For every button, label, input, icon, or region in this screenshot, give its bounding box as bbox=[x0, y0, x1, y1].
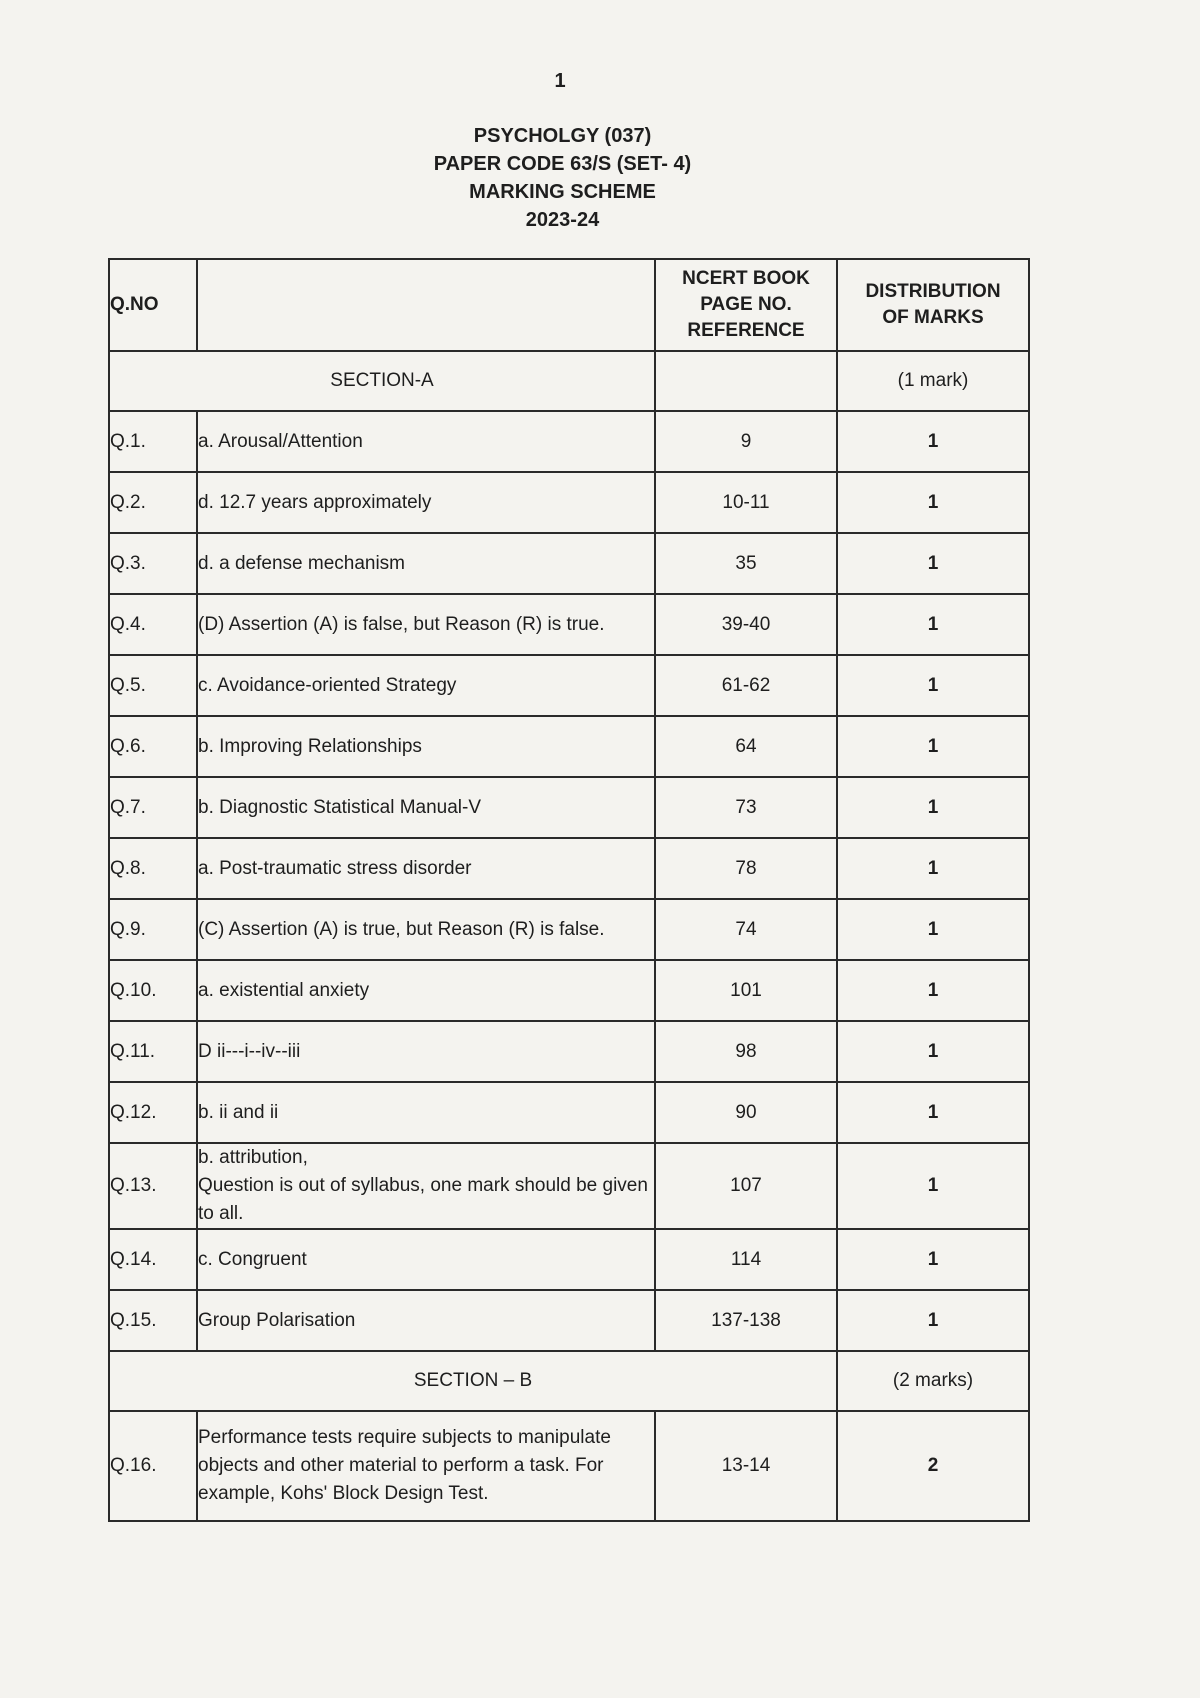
table-row bbox=[109, 1021, 1029, 1082]
marks-value: 1 bbox=[837, 960, 1029, 1021]
section-a-spacer bbox=[655, 351, 837, 411]
page-reference: 78 bbox=[655, 838, 837, 899]
section-b-marks: (2 marks) bbox=[837, 1351, 1029, 1411]
reference-header-line: PAGE NO. bbox=[700, 294, 792, 315]
table-row bbox=[109, 838, 1029, 899]
table-row bbox=[109, 1411, 1029, 1521]
question-number: Q.8. bbox=[109, 838, 197, 899]
section-a-title: SECTION-A bbox=[109, 351, 655, 411]
marks-value: 1 bbox=[837, 1021, 1029, 1082]
marks-value: 1 bbox=[837, 533, 1029, 594]
section-b-title: SECTION – B bbox=[109, 1351, 837, 1411]
question-number: Q.7. bbox=[109, 777, 197, 838]
session-year: 2023-24 bbox=[525, 209, 600, 231]
answer-text: c. Congruent bbox=[197, 1229, 655, 1290]
page-reference: 90 bbox=[655, 1082, 837, 1143]
column-header-reference bbox=[655, 259, 837, 351]
answer-text: (D) Assertion (A) is false, but Reason (R) is true. bbox=[197, 594, 655, 655]
section-b-row bbox=[109, 1351, 1029, 1411]
question-number: Q.4. bbox=[109, 594, 197, 655]
marks-value: 1 bbox=[837, 1143, 1029, 1229]
marks-value: 2 bbox=[837, 1411, 1029, 1521]
page-reference: 61-62 bbox=[655, 655, 837, 716]
answer-text: b. Diagnostic Statistical Manual-V bbox=[197, 777, 655, 838]
question-number: Q.13. bbox=[109, 1143, 197, 1229]
paper-code: PAPER CODE 63/S (SET- 4) bbox=[433, 153, 692, 175]
table-row bbox=[109, 960, 1029, 1021]
table-row bbox=[109, 1082, 1029, 1143]
question-number: Q.3. bbox=[109, 533, 197, 594]
answer-note: Question is out of syllabus, one mark should be given to all. bbox=[198, 1175, 648, 1224]
answer-text: b. ii and ii bbox=[197, 1082, 655, 1143]
marks-header-line: OF MARKS bbox=[882, 307, 984, 328]
marks-value: 1 bbox=[837, 472, 1029, 533]
document-type: MARKING SCHEME bbox=[469, 181, 656, 203]
marks-value: 1 bbox=[837, 716, 1029, 777]
page-reference: 74 bbox=[655, 899, 837, 960]
table-row bbox=[109, 1143, 1029, 1229]
page-reference: 64 bbox=[655, 716, 837, 777]
page-reference: 73 bbox=[655, 777, 837, 838]
question-number: Q.12. bbox=[109, 1082, 197, 1143]
table-row bbox=[109, 899, 1029, 960]
page-reference: 98 bbox=[655, 1021, 837, 1082]
subject-title: PSYCHOLGY (037) bbox=[473, 125, 652, 147]
marks-value: 1 bbox=[837, 594, 1029, 655]
reference-header-line: NCERT BOOK bbox=[682, 268, 810, 289]
table-row bbox=[109, 472, 1029, 533]
question-number: Q.6. bbox=[109, 716, 197, 777]
answer-text: D ii---i--iv--iii bbox=[197, 1021, 655, 1082]
marks-value: 1 bbox=[837, 655, 1029, 716]
marks-value: 1 bbox=[837, 411, 1029, 472]
table-row bbox=[109, 411, 1029, 472]
page-reference: 101 bbox=[655, 960, 837, 1021]
question-number: Q.2. bbox=[109, 472, 197, 533]
column-header-qno: Q.NO bbox=[109, 259, 197, 351]
reference-header-line: REFERENCE bbox=[687, 320, 805, 341]
marks-value: 1 bbox=[837, 1082, 1029, 1143]
answer-text: d. 12.7 years approximately bbox=[197, 472, 655, 533]
page-reference: 10-11 bbox=[655, 472, 837, 533]
answer-text: Performance tests require subjects to manipulate objects and other material to perform a task. For example, Kohs' Block Design Test. bbox=[197, 1411, 655, 1521]
question-number: Q.1. bbox=[109, 411, 197, 472]
question-number: Q.11. bbox=[109, 1021, 197, 1082]
answer-text: a. existential anxiety bbox=[197, 960, 655, 1021]
answer-text: (C) Assertion (A) is true, but Reason (R) is false. bbox=[197, 899, 655, 960]
document-header bbox=[0, 122, 1125, 234]
table-row bbox=[109, 1290, 1029, 1351]
page-reference: 39-40 bbox=[655, 594, 837, 655]
section-a-marks: (1 mark) bbox=[837, 351, 1029, 411]
table-row bbox=[109, 655, 1029, 716]
page-reference: 9 bbox=[655, 411, 837, 472]
section-a-row bbox=[109, 351, 1029, 411]
table-row bbox=[109, 533, 1029, 594]
marks-header-line: DISTRIBUTION bbox=[865, 281, 1001, 302]
page-number: 1 bbox=[554, 70, 566, 92]
page-reference: 137-138 bbox=[655, 1290, 837, 1351]
question-number: Q.9. bbox=[109, 899, 197, 960]
marks-value: 1 bbox=[837, 1290, 1029, 1351]
question-number: Q.16. bbox=[109, 1411, 197, 1521]
page-reference: 107 bbox=[655, 1143, 837, 1229]
answer-text: a. Post-traumatic stress disorder bbox=[197, 838, 655, 899]
question-number: Q.15. bbox=[109, 1290, 197, 1351]
answer-text bbox=[197, 1143, 655, 1229]
column-header-marks bbox=[837, 259, 1029, 351]
page-reference: 114 bbox=[655, 1229, 837, 1290]
page-reference: 13-14 bbox=[655, 1411, 837, 1521]
marks-value: 1 bbox=[837, 838, 1029, 899]
answer-text: a. Arousal/Attention bbox=[197, 411, 655, 472]
answer-text: b. Improving Relationships bbox=[197, 716, 655, 777]
page-reference: 35 bbox=[655, 533, 837, 594]
table-row bbox=[109, 594, 1029, 655]
table-row bbox=[109, 716, 1029, 777]
marking-scheme-table bbox=[108, 258, 1030, 1522]
answer-text: d. a defense mechanism bbox=[197, 533, 655, 594]
table-header-row bbox=[109, 259, 1029, 351]
answer-line: b. attribution, bbox=[198, 1147, 308, 1168]
column-header-answer bbox=[197, 259, 655, 351]
table-row bbox=[109, 1229, 1029, 1290]
question-number: Q.10. bbox=[109, 960, 197, 1021]
marks-value: 1 bbox=[837, 899, 1029, 960]
table-row bbox=[109, 777, 1029, 838]
answer-text: c. Avoidance-oriented Strategy bbox=[197, 655, 655, 716]
question-number: Q.14. bbox=[109, 1229, 197, 1290]
question-number: Q.5. bbox=[109, 655, 197, 716]
marks-value: 1 bbox=[837, 777, 1029, 838]
answer-text: Group Polarisation bbox=[197, 1290, 655, 1351]
marks-value: 1 bbox=[837, 1229, 1029, 1290]
